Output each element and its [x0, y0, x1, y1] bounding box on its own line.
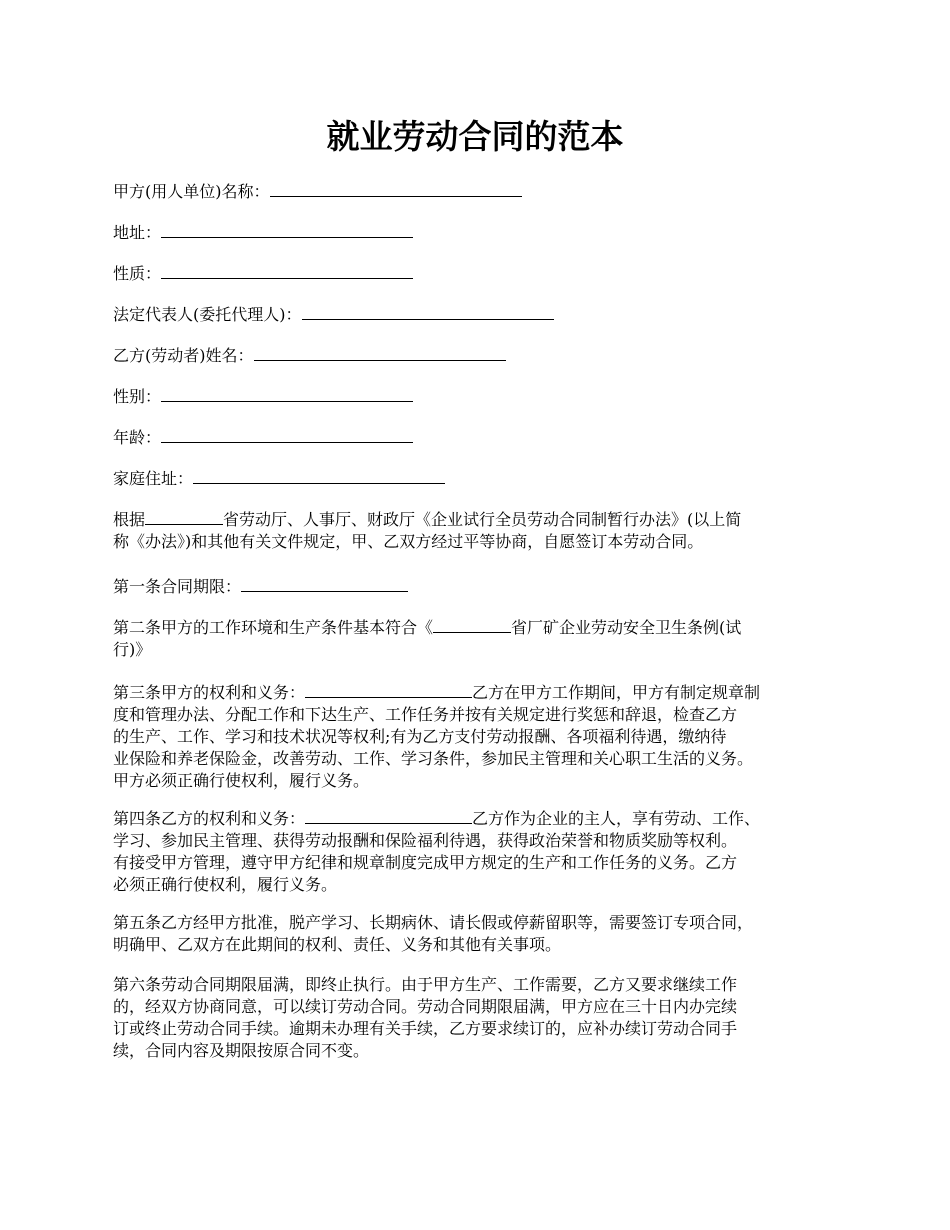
paragraph-row [113, 617, 853, 639]
paragraph-row [113, 808, 853, 830]
preamble-text: 省劳动厅、人事厅、财政厅《企业试行全员劳动合同制暂行办法》(以上简 [223, 510, 742, 529]
paragraph-row: 明确甲、乙双方在此期间的权利、责任、义务和其他有关事项。 [113, 935, 562, 954]
paragraph-row: 第五条乙方经甲方批准，脱产学习、长期病休、请长假或停薪留职等，需要签订专项合同， [113, 913, 754, 932]
blank-line [161, 222, 413, 238]
field-age [113, 427, 413, 449]
paragraph-row: 学习、参加民主管理、获得劳动报酬和保险福利待遇，获得政治荣誉和物质奖励等权利。 [113, 831, 738, 850]
field-label: 乙方(劳动者)姓名： [113, 346, 254, 365]
field-label: 家庭住址： [113, 469, 194, 488]
article-text: 乙方在甲方工作期间，甲方有制定规章制 [472, 683, 761, 702]
blank-line [254, 345, 506, 361]
blank-line [161, 386, 413, 402]
field-nature [113, 263, 413, 285]
blank-line [305, 682, 472, 698]
blank-line [433, 617, 511, 633]
paragraph-row: 续，合同内容及期限按原合同不变。 [113, 1041, 370, 1060]
article-text: 乙方作为企业的主人，享有劳动、工作、 [472, 809, 761, 828]
blank-line [193, 468, 445, 484]
article-2 [113, 617, 853, 661]
blank-line [161, 263, 413, 279]
blank-line [305, 808, 472, 824]
paragraph-row: 行)》 [113, 640, 152, 659]
paragraph-row: 订或终止劳动合同手续。逾期未办理有关手续，乙方要求续订的，应补办续订劳动合同手 [113, 1019, 738, 1038]
field-label: 地址： [113, 223, 162, 242]
article-lead: 第三条甲方的权利和义务： [113, 683, 306, 702]
article-text: 省厂矿企业劳动安全卫生条例(试 [511, 618, 742, 637]
preamble-paragraph [113, 509, 853, 553]
article-3 [113, 682, 853, 792]
article-lead: 第二条甲方的工作环境和生产条件基本符合《 [113, 618, 434, 637]
article-4 [113, 808, 853, 896]
field-label: 性别： [113, 387, 162, 406]
field-legal-representative [113, 304, 554, 326]
paragraph-row [113, 509, 853, 531]
field-label: 甲方(用人单位)名称： [113, 182, 270, 201]
paragraph-row [113, 682, 853, 704]
paragraph-row: 第六条劳动合同期限届满，即终止执行。由于甲方生产、工作需要，乙方又要求继续工作 [113, 975, 738, 994]
paragraph-row: 有接受甲方管理，遵守甲方纪律和规章制度完成甲方规定的生产和工作任务的义务。乙方 [113, 853, 738, 872]
field-label: 法定代表人(委托代理人)： [113, 305, 302, 324]
article-1 [113, 576, 408, 598]
paragraph-row: 的生产、工作、学习和技术状况等权利;有为乙方支付劳动报酬、各项福利待遇，缴纳待 [113, 727, 727, 746]
blank-line [302, 304, 554, 320]
paragraph-row: 业保险和养老保险金，改善劳动、工作、学习条件，参加民主管理和关心职工生活的义务。 [113, 749, 754, 768]
blank-line [270, 181, 522, 197]
article-5 [113, 912, 853, 956]
preamble-lead: 根据 [113, 510, 146, 529]
article-6 [113, 974, 853, 1062]
blank-line [241, 576, 408, 592]
field-home-address [113, 468, 445, 490]
field-label: 性质： [113, 264, 162, 283]
article-lead: 第四条乙方的权利和义务： [113, 809, 306, 828]
paragraph-row: 称《办法》)和其他有关文件规定，甲、乙双方经过平等协商，自愿签订本劳动合同。 [113, 532, 704, 551]
paragraph-row: 的，经双方协商同意，可以续订劳动合同。劳动合同期限届满，甲方应在三十日内办完续 [113, 997, 738, 1016]
page-title: 就业劳动合同的范本 [326, 117, 624, 156]
field-label: 年龄： [113, 428, 162, 447]
field-employer-name [113, 181, 522, 203]
paragraph-row: 甲方必须正确行使权利，履行义务。 [113, 771, 370, 790]
paragraph-row: 度和管理办法、分配工作和下达生产、工作任务并按有关规定进行奖惩和辞退，检查乙方 [113, 705, 738, 724]
field-address [113, 222, 413, 244]
article-label: 第一条合同期限： [113, 577, 242, 596]
paragraph-row: 必须正确行使权利，履行义务。 [113, 875, 338, 894]
field-employee-name [113, 345, 506, 367]
blank-line [145, 509, 223, 525]
blank-line [161, 427, 413, 443]
field-gender [113, 386, 413, 408]
